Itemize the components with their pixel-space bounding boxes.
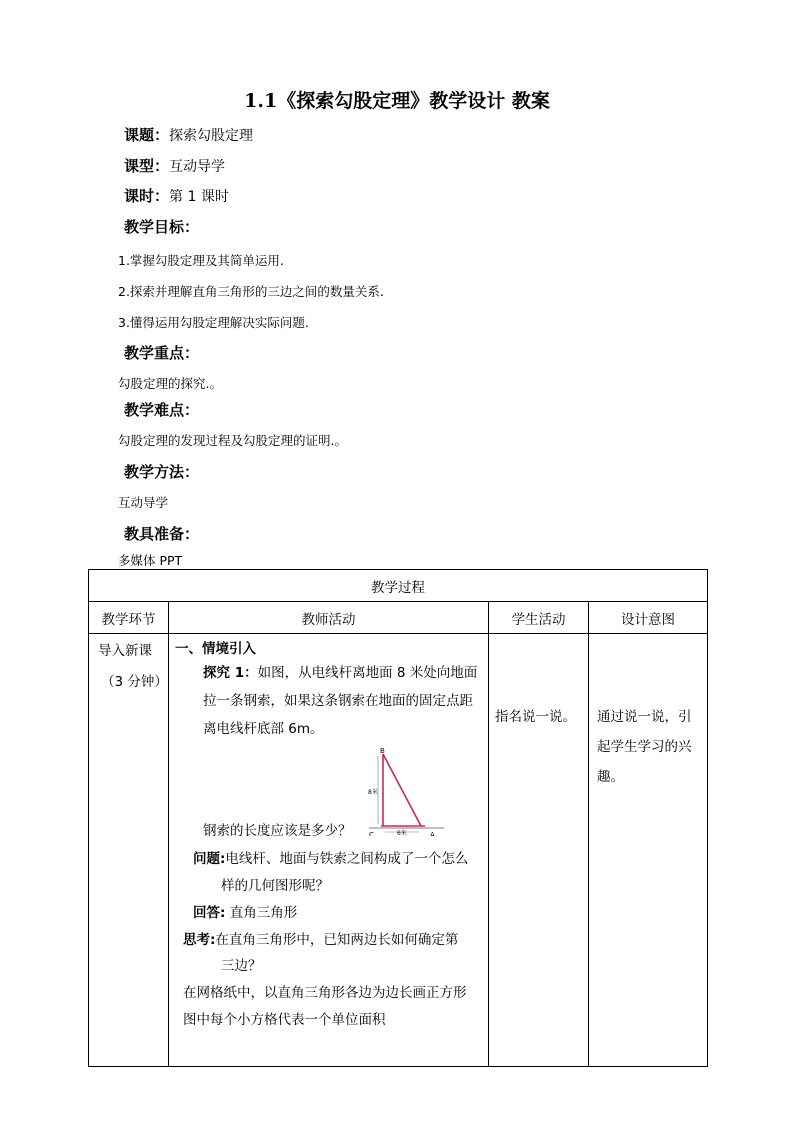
difficulty-text: 勾股定理的发现过程及勾股定理的证明.。 [118,433,347,448]
method-text: 互动导学 [118,495,169,510]
question-text-1: 电线杆、地面与铁索之间构成了一个怎么 [225,851,469,867]
tools-text: 多媒体 PPT [118,553,183,568]
label-vertical-length: 8米 [368,789,378,796]
tools-heading: 教具准备： [124,525,200,543]
intent-line-2: 起学生学习的兴 [597,739,692,755]
key-point-heading: 教学重点： [124,344,200,362]
objectives-heading: 教学目标： [124,218,200,236]
cable-side-ab [383,754,421,826]
intent-line-1: 通过说一说，引 [597,709,692,725]
section-intro-heading: 一、情境引入 [175,641,256,657]
explore-line-3: 离电线杆底部 6m。 [203,721,324,737]
think-label: 思考: [183,932,216,948]
grid-instruction-2: 图中每个小方格代表一个单位面积 [183,1012,386,1028]
meta-topic-value: 探索勾股定理 [169,128,254,144]
design-intent-cell [589,634,708,1067]
meta-type [124,155,225,176]
question-line-2: 样的几何图形呢？ [221,878,329,894]
difficulty-heading: 教学难点： [124,401,200,419]
vertex-label-b: B [380,747,385,755]
grid-instruction-1: 在网格纸中，以直角三角形各边为边长画正方形 [183,985,467,1001]
process-title: 教学过程 [89,570,708,602]
stage-name: 导入新课 [98,643,152,659]
header-teacher: 教师活动 [169,602,489,634]
objective-item: 2.探索并理解直角三角形的三边之间的数量关系. [118,284,384,299]
meta-period-value: 第 1 课时 [169,189,229,205]
label-horizontal-length: 6米 [397,830,407,836]
think-text-1: 在直角三角形中，已知两边长如何确定第 [215,932,459,948]
stage-cell [89,634,169,1067]
meta-type-value: 互动导学 [169,159,226,175]
intent-line-3: 趣。 [597,769,624,785]
explore-line-1 [203,661,477,681]
stage-duration: （3 分钟） [101,674,168,690]
meta-period [124,185,229,206]
objective-item: 3.懂得运用勾股定理解决实际问题. [118,315,309,330]
answer-line [193,901,297,921]
vertex-label-c: C [369,831,374,836]
explore-line-2: 拉一条钢索，如果这条钢索在地面的固定点距 [203,693,473,709]
meta-topic-label: 课题： [124,126,170,144]
explore-text-1: 如图，从电线杆离地面 8 米处向地面 [257,665,478,681]
objective-item: 1.掌握勾股定理及其简单运用. [118,253,284,268]
meta-type-label: 课型： [124,157,170,175]
student-activity-text: 指名说一说。 [495,709,576,725]
meta-period-label: 课时： [124,187,170,205]
explore-label: 探究 1： [203,665,258,681]
question-line-1 [193,847,468,867]
page-title: 1.1《探索勾股定理》教学设计 教案 [244,90,550,112]
teacher-activity-cell [169,634,489,1067]
header-student: 学生活动 [489,602,589,634]
student-activity-cell [489,634,589,1067]
triangle-figure [359,746,455,836]
answer-label: 回答: [193,905,226,921]
think-line-1 [183,928,458,948]
vertex-label-a: A [430,831,435,836]
question-cable-length: 钢索的长度应该是多少？ [203,823,352,839]
teaching-process-table [88,569,708,1067]
key-point-text: 勾股定理的探究.。 [118,376,222,391]
method-heading: 教学方法： [124,463,200,481]
question-label: 问题: [193,851,226,867]
think-line-2: 三边？ [221,958,262,974]
header-intent: 设计意图 [589,602,708,634]
answer-text: 直角三角形 [229,905,298,921]
header-stage: 教学环节 [89,602,169,634]
meta-topic [124,124,253,145]
